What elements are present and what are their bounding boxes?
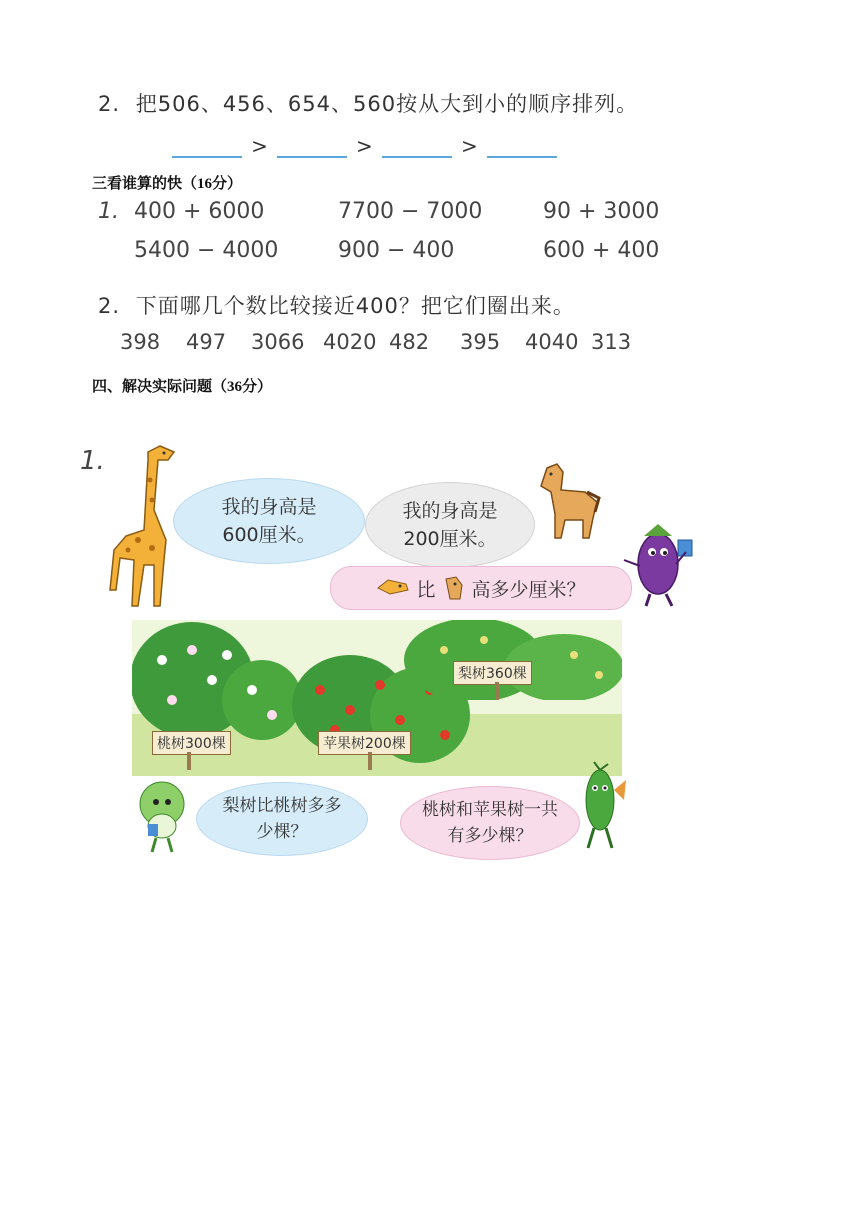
order-question	[98, 88, 638, 118]
comparison-question-bubble	[330, 566, 632, 610]
expression: 5400 − 4000	[134, 238, 279, 263]
section-title: 三看谁算的快（16分）	[92, 176, 243, 192]
apple-tree-sign: 苹果树200棵	[318, 731, 411, 755]
pear-tree-sign: 梨树360棵	[453, 661, 532, 685]
eggplant-icon	[620, 516, 702, 610]
candidate-number[interactable]: 4040	[525, 330, 579, 354]
bubble-text: 我的身高是200厘米。	[402, 500, 498, 550]
gt-sign: >	[461, 134, 478, 158]
peach-tree-sign: 桃树300棵	[152, 731, 231, 755]
expression: 600 + 400	[543, 238, 660, 263]
problem-number: 1.	[80, 446, 105, 476]
bubble-text: 桃树和苹果树一共有多少棵？	[422, 800, 558, 846]
pear-trees-icon	[404, 620, 622, 700]
answer-blank-1[interactable]	[172, 136, 242, 158]
giraffe-head-icon	[376, 576, 410, 600]
answer-blank-3[interactable]	[382, 136, 452, 158]
pea-character-icon	[578, 760, 628, 852]
giraffe-speech-bubble	[173, 478, 365, 564]
candidate-number[interactable]: 497	[186, 330, 227, 354]
question-number: 2.	[98, 294, 121, 318]
question-connector: 比	[416, 578, 436, 601]
pear-vs-peach-question-bubble	[196, 782, 368, 856]
closest-question	[98, 290, 575, 320]
candidate-number[interactable]: 398	[120, 330, 161, 354]
cabbage-character-icon	[132, 776, 192, 854]
sign-post	[187, 752, 191, 770]
answer-blank-2[interactable]	[277, 136, 347, 158]
question-number: 1.	[98, 199, 119, 224]
sign-post	[368, 752, 372, 770]
question-text: 把506、456、654、560按从大到小的顺序排列。	[135, 92, 639, 116]
candidate-number[interactable]: 482	[389, 330, 430, 354]
order-answer-row	[172, 134, 557, 158]
answer-blank-4[interactable]	[487, 136, 557, 158]
gt-sign: >	[356, 134, 373, 158]
expression: 90 + 3000	[543, 199, 660, 224]
gt-sign: >	[251, 134, 268, 158]
candidate-number[interactable]: 313	[591, 330, 632, 354]
expression: 7700 − 7000	[338, 199, 483, 224]
expression: 400 + 6000	[134, 199, 265, 224]
candidate-number[interactable]: 4020	[323, 330, 377, 354]
question-text: 高多少厘米？	[471, 578, 586, 601]
bubble-text: 我的身高是600厘米。	[221, 496, 317, 546]
peach-plus-apple-question-bubble	[400, 786, 580, 860]
question-number: 2.	[98, 92, 121, 116]
horse-speech-bubble	[365, 482, 535, 568]
candidate-number[interactable]: 395	[460, 330, 501, 354]
horse-icon	[537, 462, 601, 540]
candidate-number[interactable]: 3066	[251, 330, 305, 354]
question-text: 下面哪几个数比较接近400？把它们圈出来。	[135, 294, 575, 318]
section-title: 四、解决实际问题（36分）	[92, 379, 273, 395]
bubble-text: 梨树比桃树多多少棵？	[222, 796, 342, 842]
expression: 900 − 400	[338, 238, 455, 263]
horse-head-icon	[442, 575, 464, 601]
sign-post	[495, 682, 499, 700]
